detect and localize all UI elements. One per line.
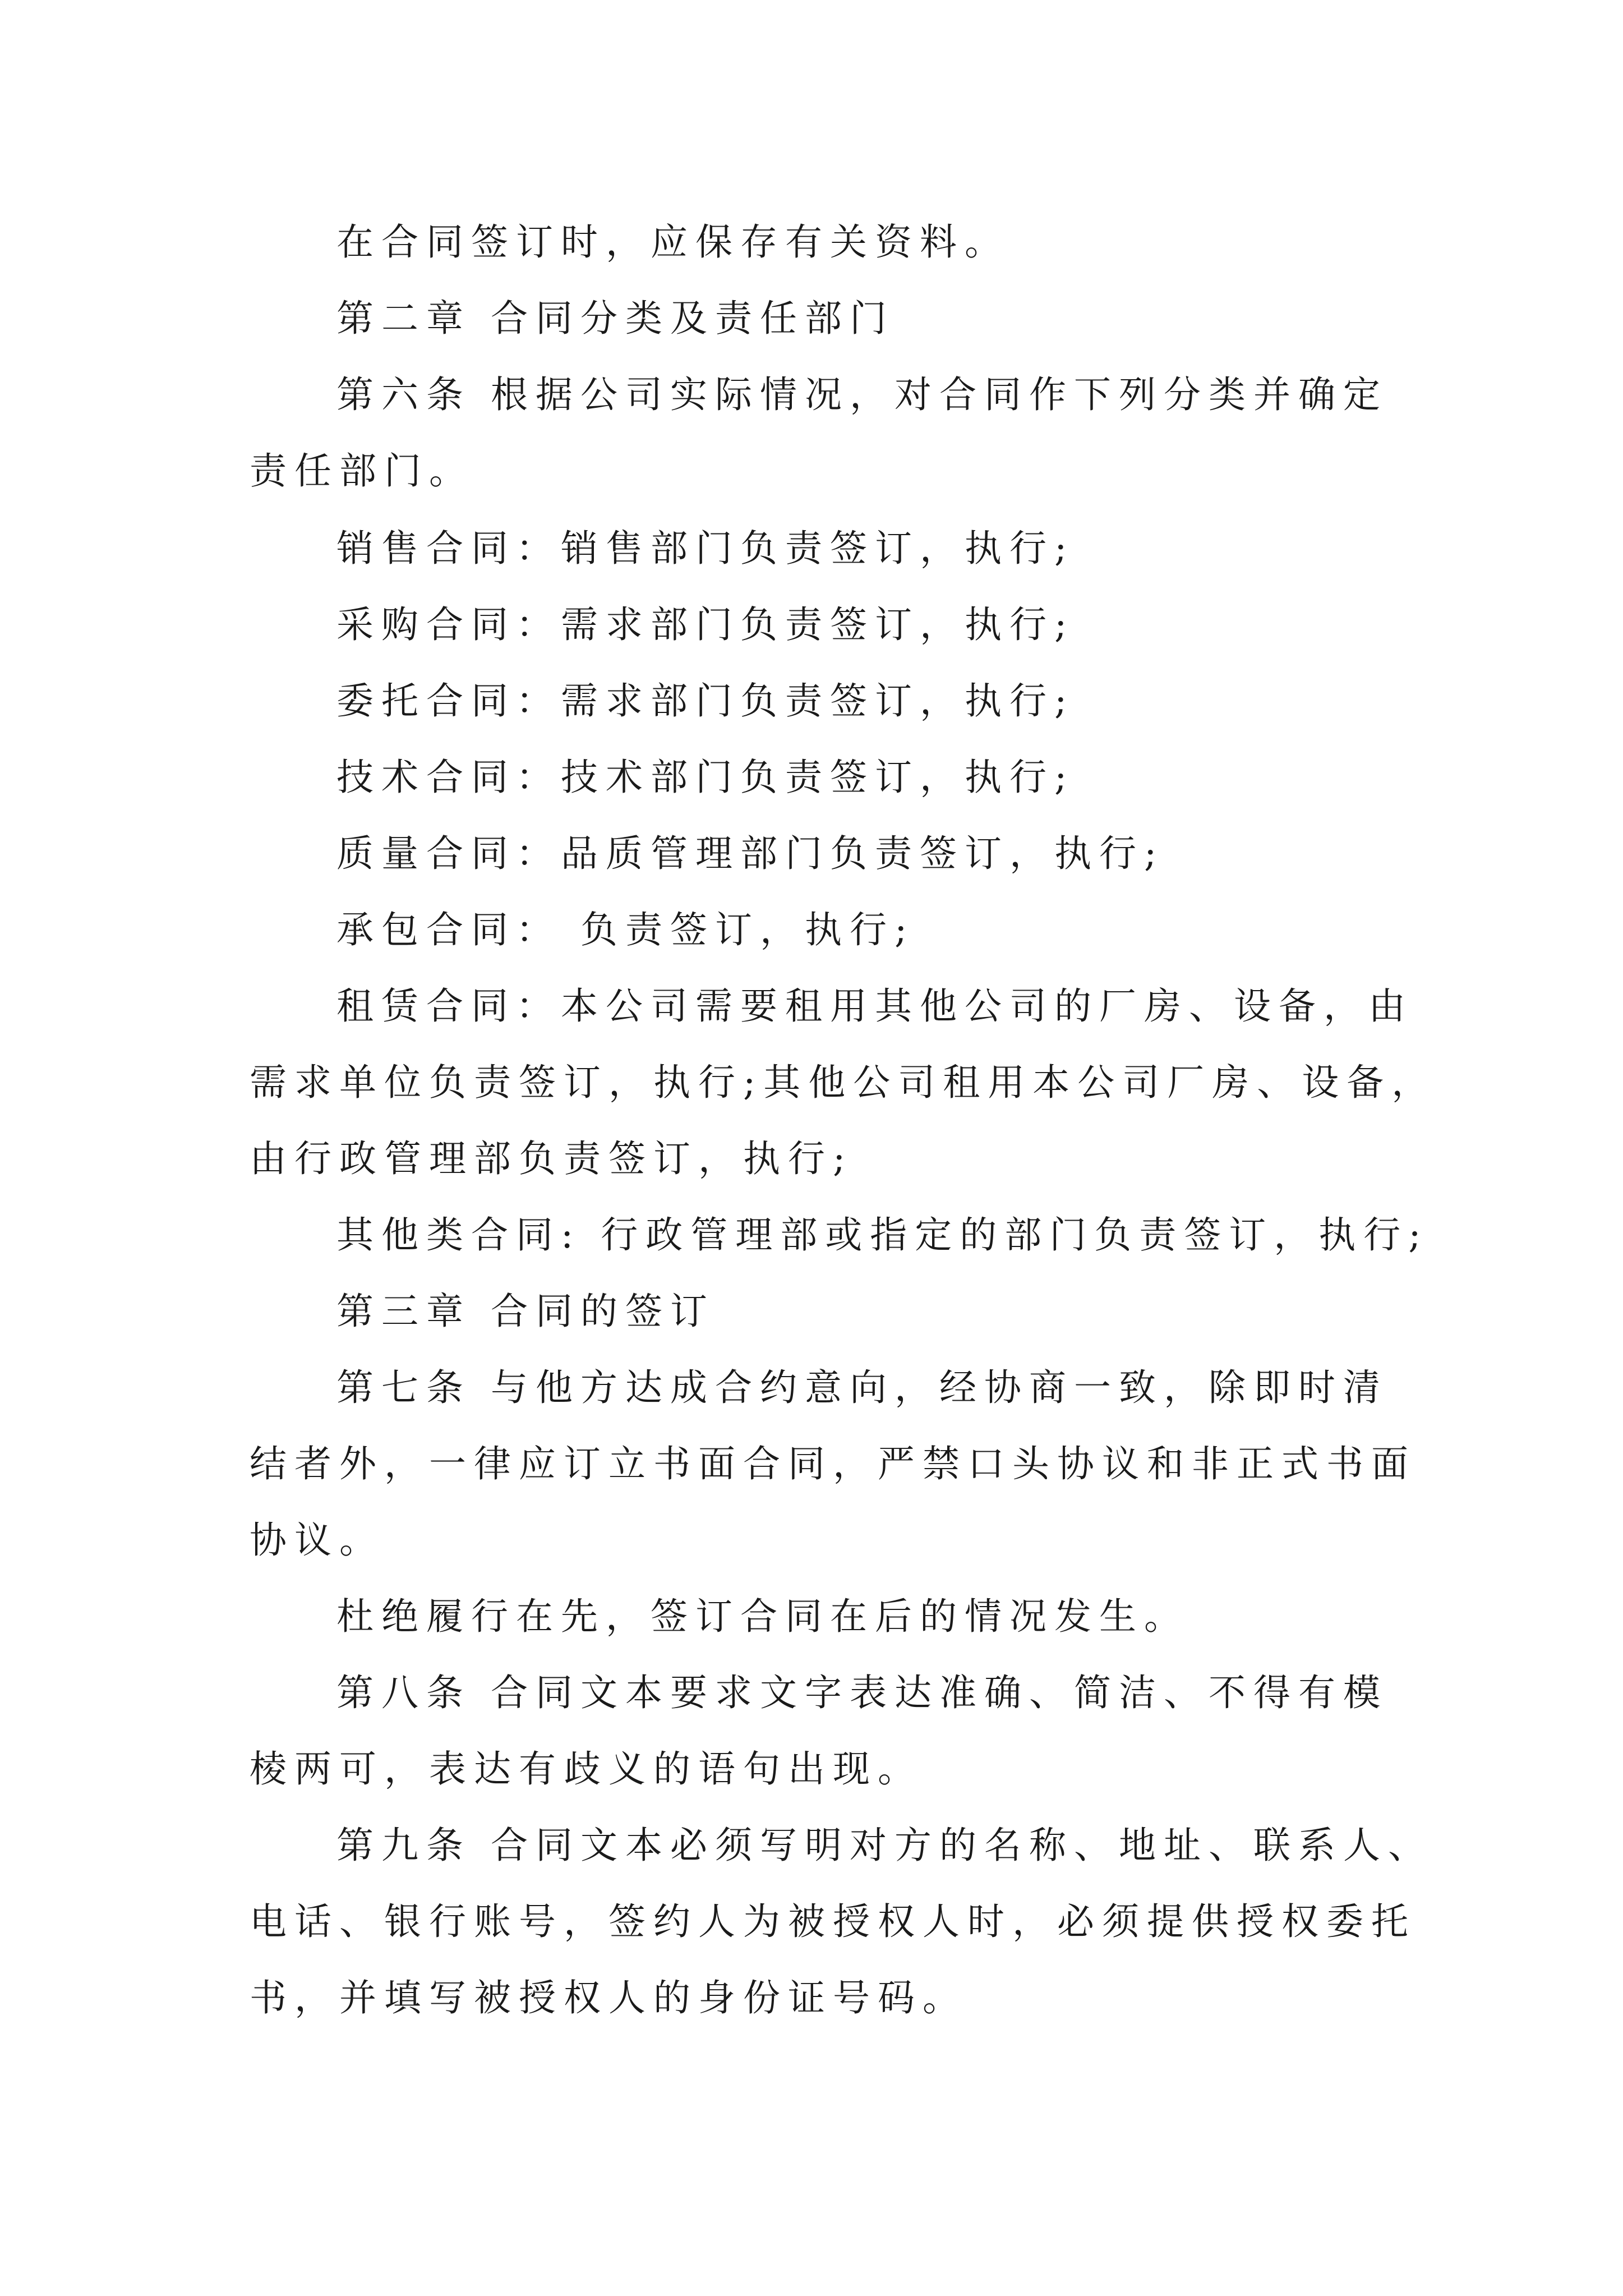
paragraph-line: 需求单位负责签订，执行;其他公司租用本公司厂房、设备， bbox=[250, 1061, 1437, 1104]
article-line: 第八条 合同文本要求文字表达准确、简洁、不得有模 bbox=[336, 1671, 1388, 1714]
paragraph-line: 责任部门。 bbox=[250, 449, 474, 493]
chapter-heading: 第二章 合同分类及责任部门 bbox=[336, 297, 895, 340]
paragraph-line: 结者外，一律应订立书面合同，严禁口头协议和非正式书面 bbox=[250, 1442, 1416, 1485]
paragraph-line: 在合同签订时，应保存有关资料。 bbox=[336, 220, 1009, 264]
paragraph-line: 协议。 bbox=[250, 1519, 384, 1562]
paragraph-line: 由行政管理部负责签订，执行; bbox=[250, 1137, 854, 1180]
article-line: 第六条 根据公司实际情况，对合同作下列分类并确定 bbox=[336, 373, 1388, 416]
paragraph-line: 棱两可，表达有歧义的语句出现。 bbox=[250, 1747, 923, 1791]
chapter-heading: 第三章 合同的签订 bbox=[336, 1290, 715, 1333]
list-item: 其他类合同: 行政管理部或指定的部门负责签订，执行; bbox=[336, 1213, 1429, 1257]
paragraph-line: 书，并填写被授权人的身份证号码。 bbox=[250, 1976, 967, 2019]
article-line: 第七条 与他方达成合约意向，经协商一致，除即时清 bbox=[336, 1366, 1388, 1409]
list-item: 委托合同：需求部门负责签订，执行; bbox=[336, 679, 1075, 723]
paragraph-line: 电话、银行账号，签约人为被授权人时，必须提供授权委托 bbox=[250, 1900, 1416, 1943]
list-item: 租赁合同：本公司需要租用其他公司的厂房、设备，由 bbox=[336, 984, 1413, 1028]
list-item: 承包合同： 负责签订，执行; bbox=[336, 908, 915, 951]
list-item: 销售合同：销售部门负责签订，执行; bbox=[336, 527, 1075, 570]
list-item: 采购合同：需求部门负责签订，执行; bbox=[336, 603, 1075, 646]
list-item: 技术合同：技术部门负责签订，执行; bbox=[336, 756, 1075, 799]
paragraph-line: 杜绝履行在先，签订合同在后的情况发生。 bbox=[336, 1595, 1189, 1638]
list-item: 质量合同：品质管理部门负责签订，执行; bbox=[336, 832, 1165, 875]
article-line: 第九条 合同文本必须写明对方的名称、地址、联系人、 bbox=[336, 1824, 1433, 1867]
